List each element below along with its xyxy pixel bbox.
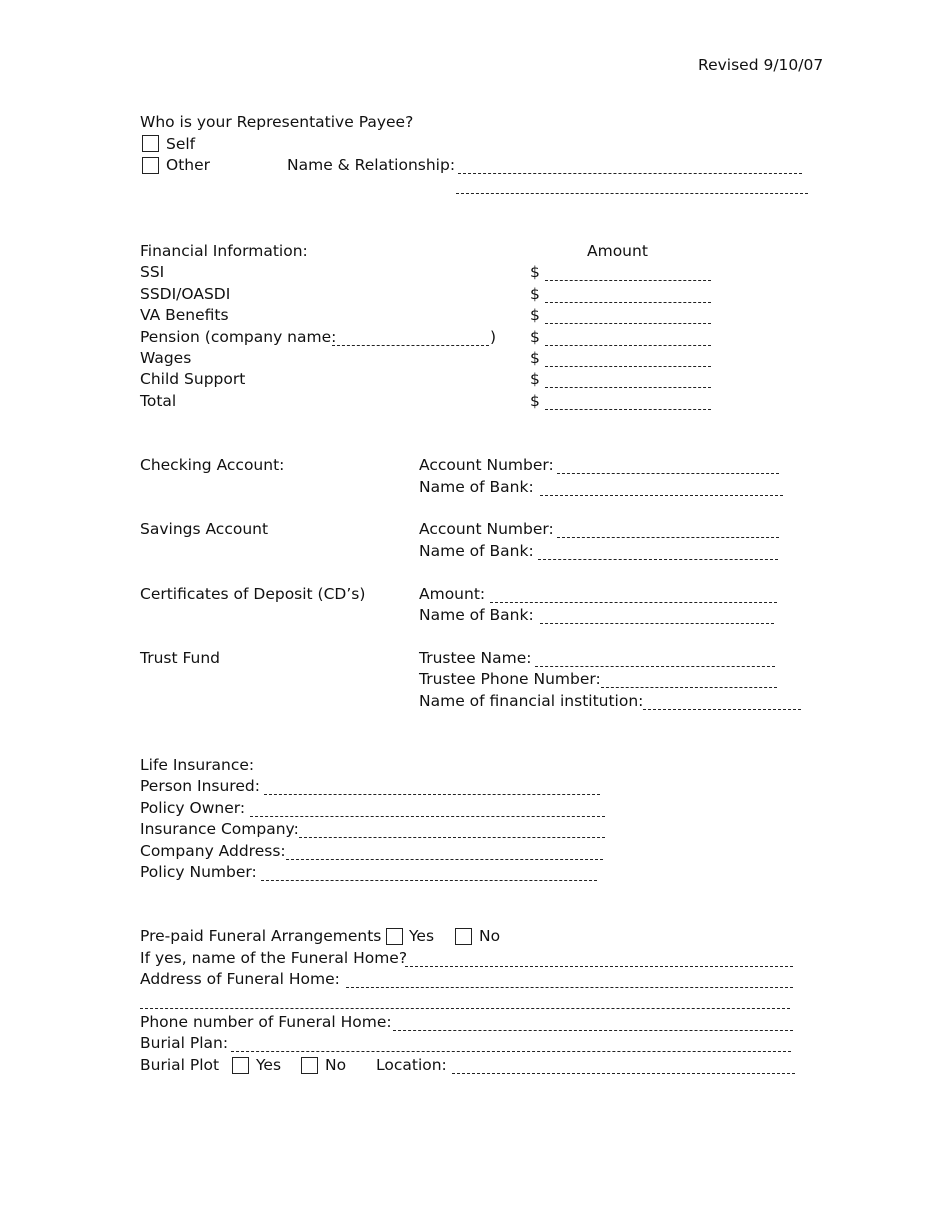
funeral-home-address-field-2[interactable] (140, 1008, 790, 1009)
income-label: Wages (140, 349, 192, 367)
dollar-sign: $ (530, 285, 540, 303)
dollar-sign: $ (530, 306, 540, 324)
location-label: Location: (376, 1056, 447, 1074)
pension-company-field[interactable] (332, 345, 489, 346)
pension-amount-field[interactable] (545, 345, 711, 346)
burial-plan-field[interactable] (231, 1051, 791, 1052)
dollar-sign: $ (530, 263, 540, 281)
company-address-label: Company Address: (140, 842, 286, 860)
funeral-home-address-label: Address of Funeral Home: (140, 970, 340, 988)
financial-institution-field[interactable] (643, 709, 801, 710)
income-label: SSDI/OASDI (140, 285, 231, 303)
other-label: Other (166, 156, 211, 174)
dollar-sign: $ (530, 349, 540, 367)
person-insured-label: Person Insured: (140, 777, 260, 795)
cd-amount-label: Amount: (419, 585, 486, 603)
savings-bank-field[interactable] (538, 559, 778, 560)
wages-amount-field[interactable] (545, 366, 711, 367)
prepaid-yes-label: Yes (409, 927, 435, 945)
checking-bank-label: Name of Bank: (419, 478, 534, 496)
life-insurance-heading: Life Insurance: (140, 756, 255, 774)
total-amount-field[interactable] (545, 409, 711, 410)
name-relationship-label: Name & Relationship: (287, 156, 456, 174)
cd-bank-field[interactable] (540, 623, 774, 624)
savings-label: Savings Account (140, 520, 269, 538)
cd-label: Certificates of Deposit (CD’s) (140, 585, 366, 603)
dollar-sign: $ (530, 328, 540, 346)
policy-number-label: Policy Number: (140, 863, 257, 881)
burial-plot-no-label: No (325, 1056, 347, 1074)
dollar-sign: $ (530, 392, 540, 410)
name-relationship-field-2[interactable] (456, 193, 808, 194)
savings-bank-label: Name of Bank: (419, 542, 534, 560)
trustee-phone-label: Trustee Phone Number: (419, 670, 601, 688)
policy-number-field[interactable] (261, 880, 597, 881)
prepaid-yes-checkbox[interactable] (386, 928, 403, 945)
self-checkbox[interactable] (142, 135, 159, 152)
funeral-home-phone-label: Phone number of Funeral Home: (140, 1013, 392, 1031)
funeral-home-name-label: If yes, name of the Funeral Home? (140, 949, 408, 967)
checking-label: Checking Account: (140, 456, 285, 474)
pension-close-paren: ) (490, 328, 497, 346)
revised-date: Revised 9/10/07 (698, 56, 824, 74)
burial-plot-yes-checkbox[interactable] (232, 1057, 249, 1074)
savings-account-number-label: Account Number: (419, 520, 554, 538)
funeral-home-phone-field[interactable] (393, 1030, 793, 1031)
self-label: Self (166, 135, 196, 153)
financial-institution-label: Name of financial institution: (419, 692, 644, 710)
company-address-field[interactable] (286, 859, 603, 860)
policy-owner-field[interactable] (250, 816, 605, 817)
income-label: Total (140, 392, 177, 410)
cd-amount-field[interactable] (490, 602, 777, 603)
prepaid-funeral-label: Pre-paid Funeral Arrangements (140, 927, 382, 945)
person-insured-field[interactable] (264, 794, 600, 795)
trustee-phone-field[interactable] (601, 687, 777, 688)
other-checkbox[interactable] (142, 157, 159, 174)
funeral-home-address-field[interactable] (346, 987, 793, 988)
dollar-sign: $ (530, 370, 540, 388)
income-label: Pension (company name: (140, 328, 337, 346)
insurance-company-field[interactable] (299, 837, 605, 838)
prepaid-no-checkbox[interactable] (455, 928, 472, 945)
trustee-name-label: Trustee Name: (419, 649, 532, 667)
amount-heading: Amount (587, 242, 648, 260)
income-label: VA Benefits (140, 306, 229, 324)
burial-plan-label: Burial Plan: (140, 1034, 229, 1052)
ssdi-amount-field[interactable] (545, 302, 711, 303)
funeral-home-name-field[interactable] (405, 966, 793, 967)
location-field[interactable] (452, 1073, 795, 1074)
name-relationship-field[interactable] (458, 173, 802, 174)
burial-plot-no-checkbox[interactable] (301, 1057, 318, 1074)
va-amount-field[interactable] (545, 323, 711, 324)
trustee-name-field[interactable] (535, 666, 775, 667)
payee-question: Who is your Representative Payee? (140, 113, 414, 131)
trust-fund-label: Trust Fund (140, 649, 221, 667)
child-support-amount-field[interactable] (545, 387, 711, 388)
ssi-amount-field[interactable] (545, 280, 711, 281)
cd-bank-label: Name of Bank: (419, 606, 534, 624)
prepaid-no-label: No (479, 927, 501, 945)
burial-plot-label: Burial Plot (140, 1056, 220, 1074)
insurance-company-label: Insurance Company: (140, 820, 299, 838)
burial-plot-yes-label: Yes (256, 1056, 282, 1074)
income-label: SSI (140, 263, 165, 281)
checking-bank-field[interactable] (540, 495, 783, 496)
income-label: Child Support (140, 370, 246, 388)
financial-heading: Financial Information: (140, 242, 308, 260)
savings-account-number-field[interactable] (557, 537, 779, 538)
checking-account-number-label: Account Number: (419, 456, 554, 474)
checking-account-number-field[interactable] (557, 473, 779, 474)
policy-owner-label: Policy Owner: (140, 799, 246, 817)
